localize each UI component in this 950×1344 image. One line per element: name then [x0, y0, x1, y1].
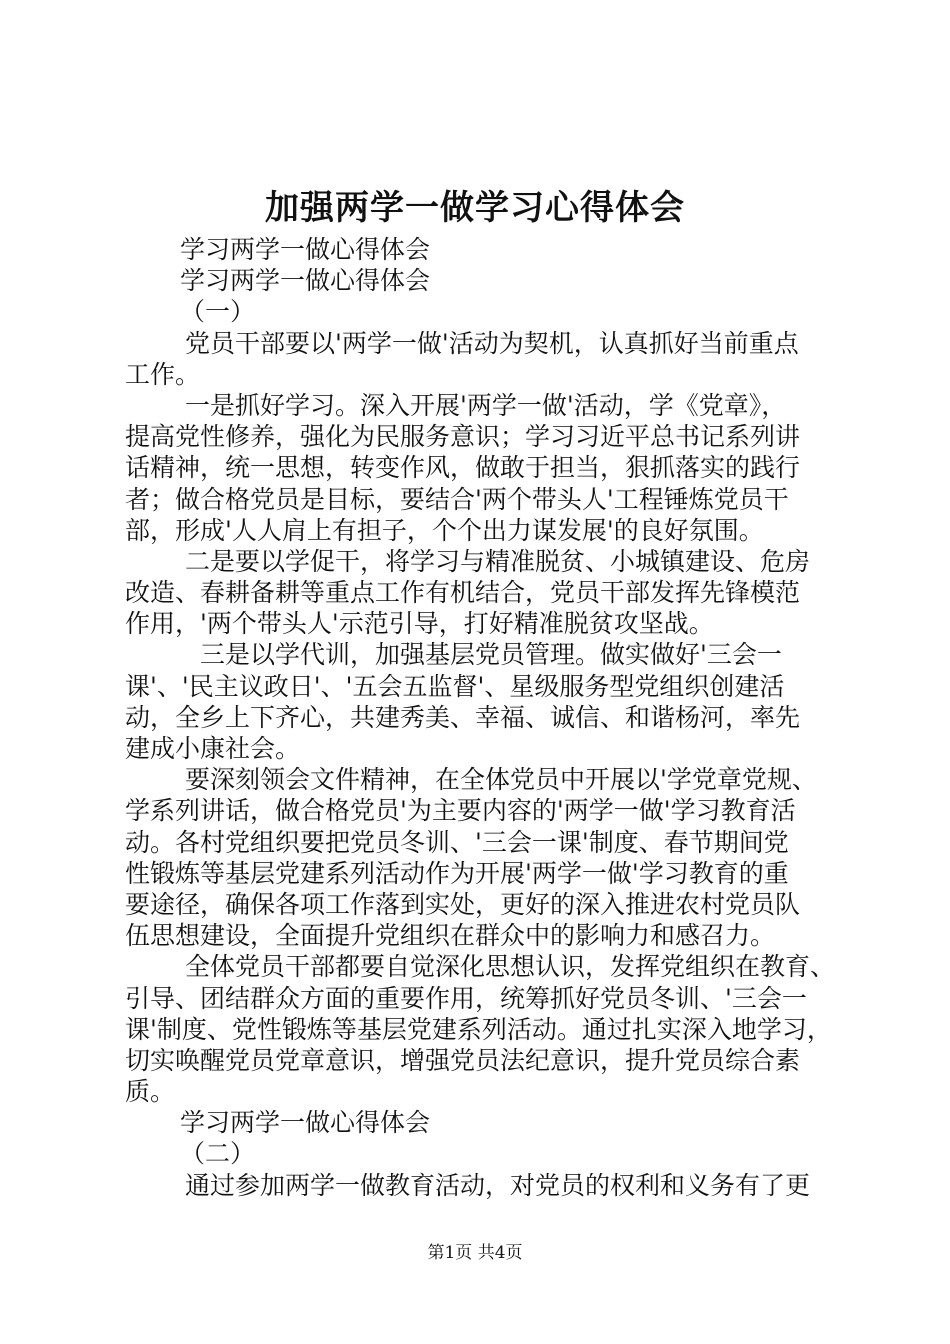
body-line: 建成小康社会。 — [125, 734, 301, 763]
body-line: 动。各村党组织要把党员冬训、'三会一课'制度、春节期间党 — [125, 827, 789, 857]
body-line: 要途径，确保各项工作落到实处，更好的深入推进农村党员队 — [125, 889, 801, 919]
body-line: 引导、团结群众方面的重要作用，统筹抓好党员冬训、'三会一 — [125, 983, 807, 1013]
body-line: 课'、'民主议政日'、'五会五监督'、星级服务型党组织创建活 — [125, 671, 785, 701]
body-line: 全体党员干部都要自觉深化思想认识，发挥党组织在教育、 — [185, 952, 836, 982]
body-line: 学习两学一做心得体会 — [180, 1108, 431, 1138]
body-line: （二） — [180, 1139, 256, 1169]
body-line: 工作。 — [125, 359, 201, 389]
body-line: 课'制度、党性锻炼等基层党建系列活动。通过扎实深入地学习， — [125, 1014, 832, 1044]
body-line: 二是要以学促干，将学习与精准脱贫、小城镇建设、危房 — [185, 546, 811, 576]
body-line: 提高党性修养，强化为民服务意识；学习习近平总书记系列讲 — [125, 422, 801, 452]
body-line: 性锻炼等基层党建系列活动作为开展'两学一做'学习教育的重 — [125, 858, 789, 888]
body-line: 伍思想建设，全面提升党组织在群众中的影响力和感召力。 — [125, 921, 776, 951]
document-title: 加强两学一做学习心得体会 — [265, 188, 685, 228]
body-line: 作用，'两个带头人'示范引导，打好精准脱贫攻坚战。 — [125, 609, 714, 639]
body-line: 通过参加两学一做教育活动，对党员的权利和义务有了更 — [185, 1170, 811, 1200]
body-line: 话精神，统一思想，转变作风，做敢于担当，狠抓落实的践行 — [125, 453, 801, 483]
body-line: 切实唤醒党员党章意识，增强党员法纪意识，提升党员综合素 — [125, 1045, 801, 1075]
body-line: 学习两学一做心得体会 — [180, 235, 431, 264]
body-line: 者；做合格党员是目标，要结合'两个带头人'工程锤炼党员干 — [125, 484, 789, 514]
body-line: 一是抓好学习。深入开展'两学一做'活动，学《党章》， — [185, 390, 787, 420]
page-number-footer: 第1页 共4页 — [427, 1243, 523, 1263]
body-line: 学习两学一做心得体会 — [180, 266, 431, 296]
body-line: 改造、春耕备耕等重点工作有机结合，党员干部发挥先锋模范 — [125, 578, 801, 608]
body-line: 动，全乡上下齐心，共建秀美、幸福、诚信、和谐杨河，率先 — [125, 702, 801, 732]
body-line: 学系列讲话，做合格党员'为主要内容的'两学一做'学习教育活 — [125, 796, 796, 826]
body-line: 党员干部要以'两学一做'活动为契机，认真抓好当前重点 — [185, 328, 799, 358]
body-line: 要深刻领会文件精神，在全体党员中开展以'学党章党规、 — [185, 765, 817, 795]
document-body — [125, 234, 835, 1201]
body-line: 部，形成'人人肩上有担子，个个出力谋发展'的良好氛围。 — [125, 515, 764, 545]
body-line: 质。 — [125, 1077, 176, 1107]
body-line: （一） — [180, 297, 256, 327]
body-line: 三是以学代训，加强基层党员管理。做实做好'三会一 — [200, 640, 782, 670]
